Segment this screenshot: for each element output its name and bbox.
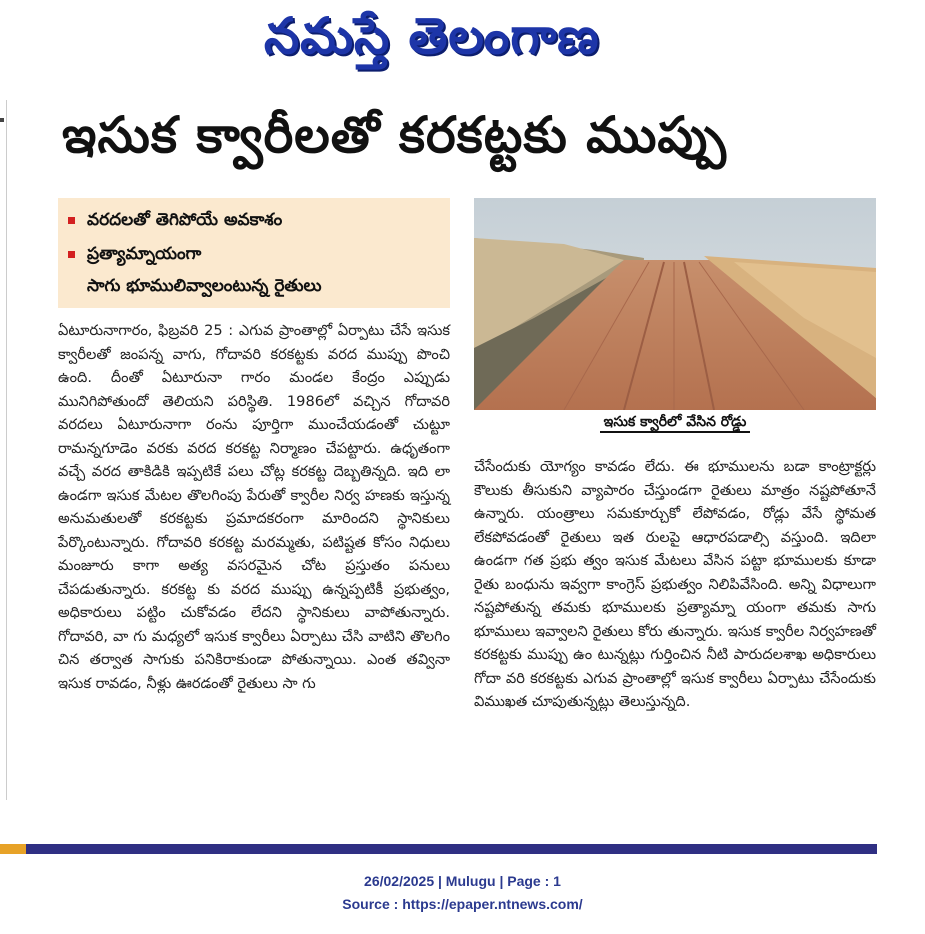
body-text: ఏటూరునాగారం, ఫిబ్రవరి 25 : ఎగువ ప్రాంతాల్లో ఏర్పాటు చేసే ఇసుక క్వారీలతో జంపన్న వాగు, గోదావరి కరకట్టకు వరద ముప్పు పొంచి ఉంది. దీంతో ఏటూరునా గారం మండల కేంద్రం ఎప్పుడు మునిగిపోతుందో తెలియని పరిస్థితి. 1986లో వచ్చిన గోదావరి వరదలు ఏటూరునాగా రంను పూర్తిగా ముంచేయడంతో చుట్టూ రామన్నగూడెం వరకు వరద కరకట్ట నిర్మాణం చేపట్టారు. ఉధృతంగా వచ్చే వరద తాకిడికి ఇప్పటికే పలు చోట్ల కరకట్ట దెబ్బతిన్నది. ఇది లా ఉండగా ఇసుక మేటల తొలగింపు పేరుతో క్వారీల నిర్వ హణకు ఇస్తున్న అనుమతులతో కరకట్టకు ప్రమాదకరంగా మారిందని స్థానికులు పేర్కొంటున్నారు. గోదావరి కరకట్ట మరమ్మతు, పటిష్టత కోసం నిధులు మంజూరు కాగా అత్య వసరమైన చోట ప్రస్తుతం పనులు చేపడుతున్నారు. కరకట్ట కు వరద ముప్పు ఉన్నప్పటికీ ప్రభుత్వం, అధికారులు పట్టిం చుకోవడం లేదని స్థానికులు వాపోతున్నారు. గోదావరి, వా గు మధ్యలో ఇసుక క్వారీలు ఏర్పాటు చేసి వాటిని తొలగిం చిన తర్వాత సాగుకు పనికిరాకుండా పోతున్నాయి. ఎంత తవ్వినా ఇసుక రావడం, నీళ్లు ఊరడంతో రైతులు సా గు (58, 322, 450, 692)
footer-band-accent (0, 844, 26, 854)
photo-caption (474, 414, 876, 433)
subhead-box (58, 198, 450, 308)
body-text: చేసేందుకు యోగ్యం కావడం లేదు. ఈ భూములను బడా కాంట్రాక్టర్లు కౌలుకు తీసుకుని వ్యాపారం చేస్తుండగా రైతులు మాత్రం నష్టపోతూనే ఉన్నారు. యంత్రాలు సమకూర్చుకో లేపోవడం, రోడ్లు వేసే స్థోమత లేకపోవడంతో రైతులు ఇత రులపై ఆధారపడాల్సి వస్తుంది. ఇదిలా ఉండగా గత ప్రభు త్వం ఇసుక మేటలు వేసిన పట్టా భూములకు కూడా రైతు బంధును ఇవ్వగా కాంగ్రెస్ ప్రభుత్వం నిలిపివేసింది. అన్ని విధాలుగా నష్టపోతున్న తమకు భూములకు ప్రత్యామ్నా యంగా తమకు సాగు భూములు ఇవ్వాలని రైతులు కోరు తున్నారు. ఇసుక క్వారీల నిర్వహణతో కరకట్టకు ముప్పు ఉం టున్నట్లు గుర్తించిన నీటి పారుదలశాఖ అధికారులు గోదా వరి కరకట్టకు ఎగువ ప్రాంతాల్లో ఇసుక క్వారీలు ఏర్పాటు చేసేందుకు విముఖత చూపుతున్నట్లు తెలుస్తున్నది. (474, 458, 876, 710)
footer-source: Source : https://epaper.ntnews.com/ (342, 896, 583, 912)
subhead-text: సాగు భూములివ్వాలంటున్న రైతులు (87, 276, 322, 296)
subhead-text: ప్రత్యామ్నాయంగా (87, 244, 202, 264)
footer-dateline: 26/02/2025 | Mulugu | Page : 1 (364, 873, 561, 889)
subhead-item (68, 210, 282, 234)
bullet-icon (68, 251, 75, 258)
photo-caption-text: ఇసుక క్వారీలో వేసిన రోడ్డు (600, 414, 751, 433)
margin-mark (0, 118, 4, 122)
article-headline: ఇసుక క్వారీలతో కరకట్టకు ముప్పు (62, 106, 727, 164)
subhead-item (68, 244, 201, 268)
bullet-icon (68, 217, 75, 224)
subhead-text: వరదలతో తెగిపోయే అవకాశం (87, 210, 283, 230)
column-divider (6, 100, 7, 800)
article-column-left (58, 319, 450, 695)
article-photo (474, 198, 876, 410)
article-column-right (474, 455, 876, 714)
masthead-logo: నమస్తే తెలంగాణ (264, 6, 600, 65)
footer-band (0, 844, 877, 854)
subhead-item-continued (87, 276, 321, 300)
masthead (0, 0, 925, 78)
